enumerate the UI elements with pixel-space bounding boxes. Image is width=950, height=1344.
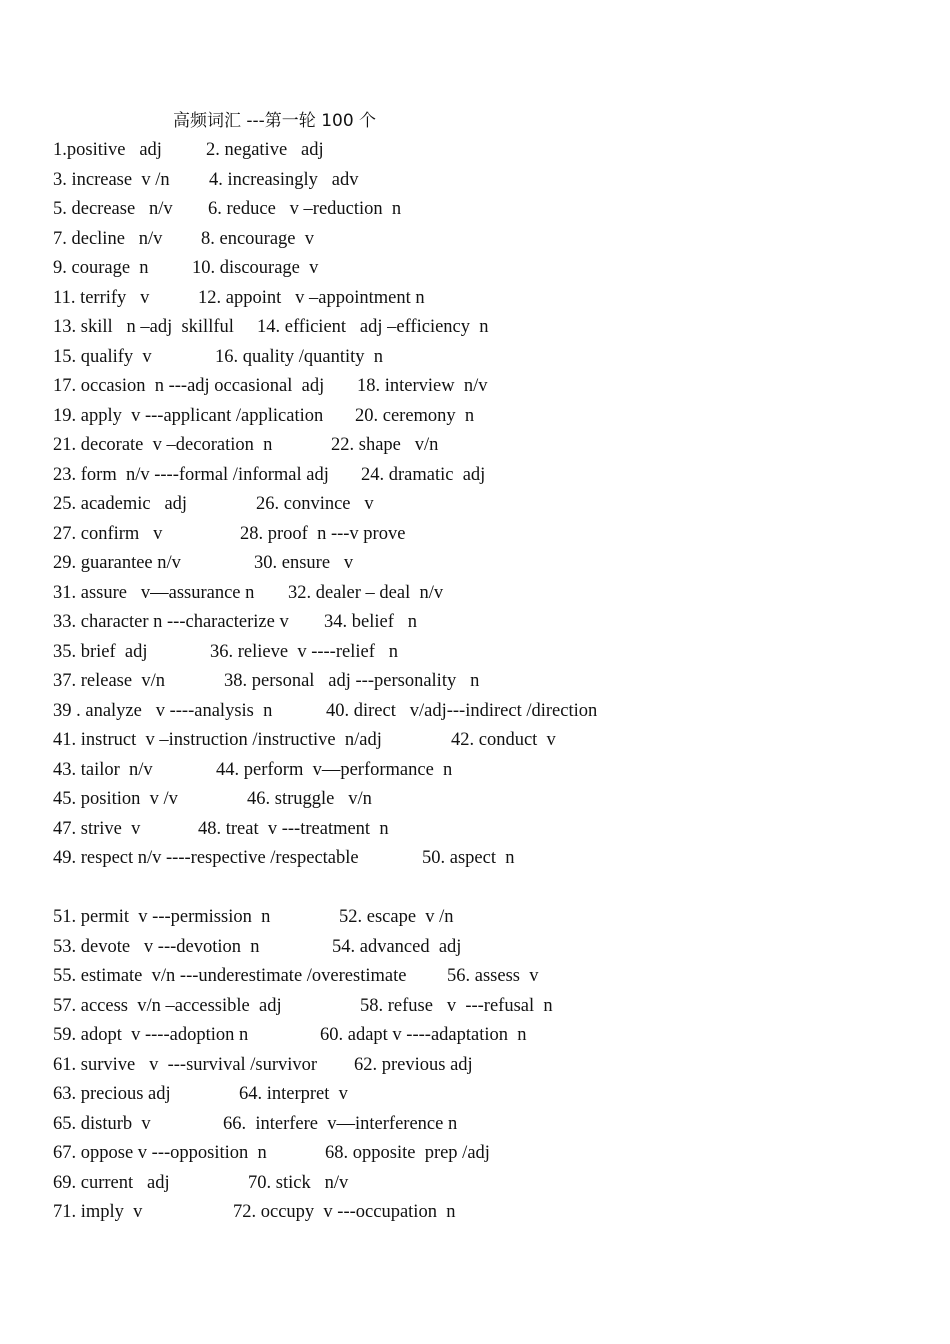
entry-right: 24. dramatic adj bbox=[361, 464, 486, 485]
entry-left: 29. guarantee n/v bbox=[53, 553, 181, 573]
entry-left: 31. assure v—assurance n bbox=[53, 582, 255, 603]
entry-left: 55. estimate v/n ---underestimate /overestimate bbox=[53, 966, 407, 986]
entry-right: 6. reduce v –reduction n bbox=[208, 199, 402, 219]
list-item bbox=[53, 136, 913, 166]
entry-left: 19. apply v ---applicant /application bbox=[53, 405, 324, 426]
entry-left: 35. brief adj bbox=[53, 641, 148, 662]
entry-right: 72. occupy v ---occupation n bbox=[233, 1202, 456, 1222]
list-item bbox=[53, 431, 913, 461]
entry-right: 18. interview n/v bbox=[357, 376, 488, 396]
section-gap bbox=[53, 874, 913, 904]
entry-right: 54. advanced adj bbox=[332, 936, 462, 957]
list-item bbox=[53, 520, 913, 550]
list-item bbox=[53, 1051, 913, 1081]
entry-left: 11. terrify v bbox=[53, 287, 150, 308]
entry-left: 71. imply v bbox=[53, 1202, 143, 1222]
list-item bbox=[53, 254, 913, 284]
entry-left: 17. occasion n ---adj occasional adj bbox=[53, 376, 325, 396]
entry-right: 50. aspect n bbox=[422, 848, 515, 868]
list-item bbox=[53, 343, 913, 373]
list-item bbox=[53, 372, 913, 402]
list-item bbox=[53, 549, 913, 579]
entry-left: 43. tailor n/v bbox=[53, 759, 153, 780]
entry-left: 69. current adj bbox=[53, 1172, 170, 1193]
entry-left: 51. permit v ---permission n bbox=[53, 907, 271, 927]
entry-left: 5. decrease n/v bbox=[53, 199, 173, 219]
list-item bbox=[53, 756, 913, 786]
entry-left: 37. release v/n bbox=[53, 671, 165, 691]
entry-left: 25. academic adj bbox=[53, 494, 188, 514]
entry-right: 64. interpret v bbox=[239, 1084, 348, 1104]
list-item bbox=[53, 313, 913, 343]
list-item bbox=[53, 815, 913, 845]
entry-left: 3. increase v /n bbox=[53, 169, 170, 190]
list-item bbox=[53, 726, 913, 756]
entry-right: 16. quality /quantity n bbox=[215, 346, 384, 367]
entry-left: 7. decline n/v bbox=[53, 228, 163, 249]
list-item bbox=[53, 195, 913, 225]
entry-right: 42. conduct v bbox=[451, 730, 556, 750]
entry-right: 8. encourage v bbox=[201, 228, 315, 249]
entry-left: 15. qualify v bbox=[53, 346, 152, 367]
entry-right: 30. ensure v bbox=[254, 553, 354, 573]
entry-right: 48. treat v ---treatment n bbox=[198, 818, 389, 839]
list-item bbox=[53, 608, 913, 638]
entry-left: 47. strive v bbox=[53, 818, 141, 839]
entry-right: 2. negative adj bbox=[206, 140, 324, 160]
list-item bbox=[53, 284, 913, 314]
list-item bbox=[53, 490, 913, 520]
entry-left: 67. oppose v ---opposition n bbox=[53, 1143, 267, 1163]
entry-right: 4. increasingly adv bbox=[209, 169, 359, 190]
entry-left: 59. adopt v ----adoption n bbox=[53, 1025, 249, 1045]
entry-left: 1.positive adj bbox=[53, 140, 162, 160]
entry-left: 9. courage n bbox=[53, 258, 149, 278]
entry-left: 39 . analyze v ----analysis n bbox=[53, 700, 273, 721]
list-item bbox=[53, 903, 913, 933]
list-item bbox=[53, 1021, 913, 1051]
list-item bbox=[53, 225, 913, 255]
entry-left: 61. survive v ---survival /survivor bbox=[53, 1054, 318, 1075]
list-item bbox=[53, 1198, 913, 1228]
entry-left: 23. form n/v ----formal /informal adj bbox=[53, 464, 329, 485]
list-item bbox=[53, 992, 913, 1022]
list-item bbox=[53, 933, 913, 963]
entry-right: 44. perform v—performance n bbox=[216, 759, 453, 780]
list-item bbox=[53, 1080, 913, 1110]
entry-left: 65. disturb v bbox=[53, 1113, 151, 1134]
list-item bbox=[53, 667, 913, 697]
list-item bbox=[53, 1169, 913, 1199]
entry-right: 34. belief n bbox=[324, 612, 417, 632]
entry-right: 36. relieve v ----relief n bbox=[210, 641, 398, 662]
list-item bbox=[53, 166, 913, 196]
entry-right: 12. appoint v –appointment n bbox=[198, 287, 425, 308]
entry-right: 56. assess v bbox=[447, 966, 539, 986]
list-item bbox=[53, 785, 913, 815]
entry-left: 27. confirm v bbox=[53, 523, 163, 544]
entry-left: 41. instruct v –instruction /instructive n/adj bbox=[53, 730, 382, 750]
entry-right: 28. proof n ---v prove bbox=[240, 523, 406, 544]
entry-left: 13. skill n –adj skillful bbox=[53, 317, 234, 337]
vocabulary-list bbox=[53, 136, 913, 1228]
entry-right: 10. discourage v bbox=[192, 258, 319, 278]
entry-right: 52. escape v /n bbox=[339, 907, 454, 927]
list-item bbox=[53, 402, 913, 432]
entry-right: 40. direct v/adj---indirect /direction bbox=[326, 700, 598, 721]
entry-right: 32. dealer – deal n/v bbox=[288, 582, 444, 603]
entry-left: 53. devote v ---devotion n bbox=[53, 936, 260, 957]
list-item bbox=[53, 461, 913, 491]
page-title: 高频词汇 ---第一轮 100 个 bbox=[173, 111, 377, 131]
list-item bbox=[53, 1139, 913, 1169]
entry-right: 38. personal adj ---personality n bbox=[224, 671, 480, 691]
entry-left: 45. position v /v bbox=[53, 789, 178, 809]
entry-right: 58. refuse v ---refusal n bbox=[360, 995, 553, 1016]
entry-left: 21. decorate v –decoration n bbox=[53, 435, 273, 455]
entry-right: 14. efficient adj –efficiency n bbox=[257, 317, 489, 337]
list-item bbox=[53, 844, 913, 874]
entry-left: 33. character n ---characterize v bbox=[53, 612, 289, 632]
list-item bbox=[53, 638, 913, 668]
entry-left: 57. access v/n –accessible adj bbox=[53, 995, 282, 1016]
entry-right: 22. shape v/n bbox=[331, 435, 439, 455]
entry-right: 68. opposite prep /adj bbox=[325, 1143, 490, 1163]
entry-right: 60. adapt v ----adaptation n bbox=[320, 1025, 527, 1045]
list-item bbox=[53, 697, 913, 727]
entry-right: 26. convince v bbox=[256, 494, 374, 514]
entry-left: 49. respect n/v ----respective /respectable bbox=[53, 848, 359, 868]
entry-right: 62. previous adj bbox=[354, 1054, 473, 1075]
list-item bbox=[53, 1110, 913, 1140]
list-item bbox=[53, 962, 913, 992]
entry-right: 46. struggle v/n bbox=[247, 789, 372, 809]
entry-right: 70. stick n/v bbox=[248, 1172, 349, 1193]
entry-right: 20. ceremony n bbox=[355, 405, 475, 426]
list-item bbox=[53, 579, 913, 609]
entry-right: 66. interfere v—interference n bbox=[223, 1113, 458, 1134]
entry-left: 63. precious adj bbox=[53, 1084, 171, 1104]
